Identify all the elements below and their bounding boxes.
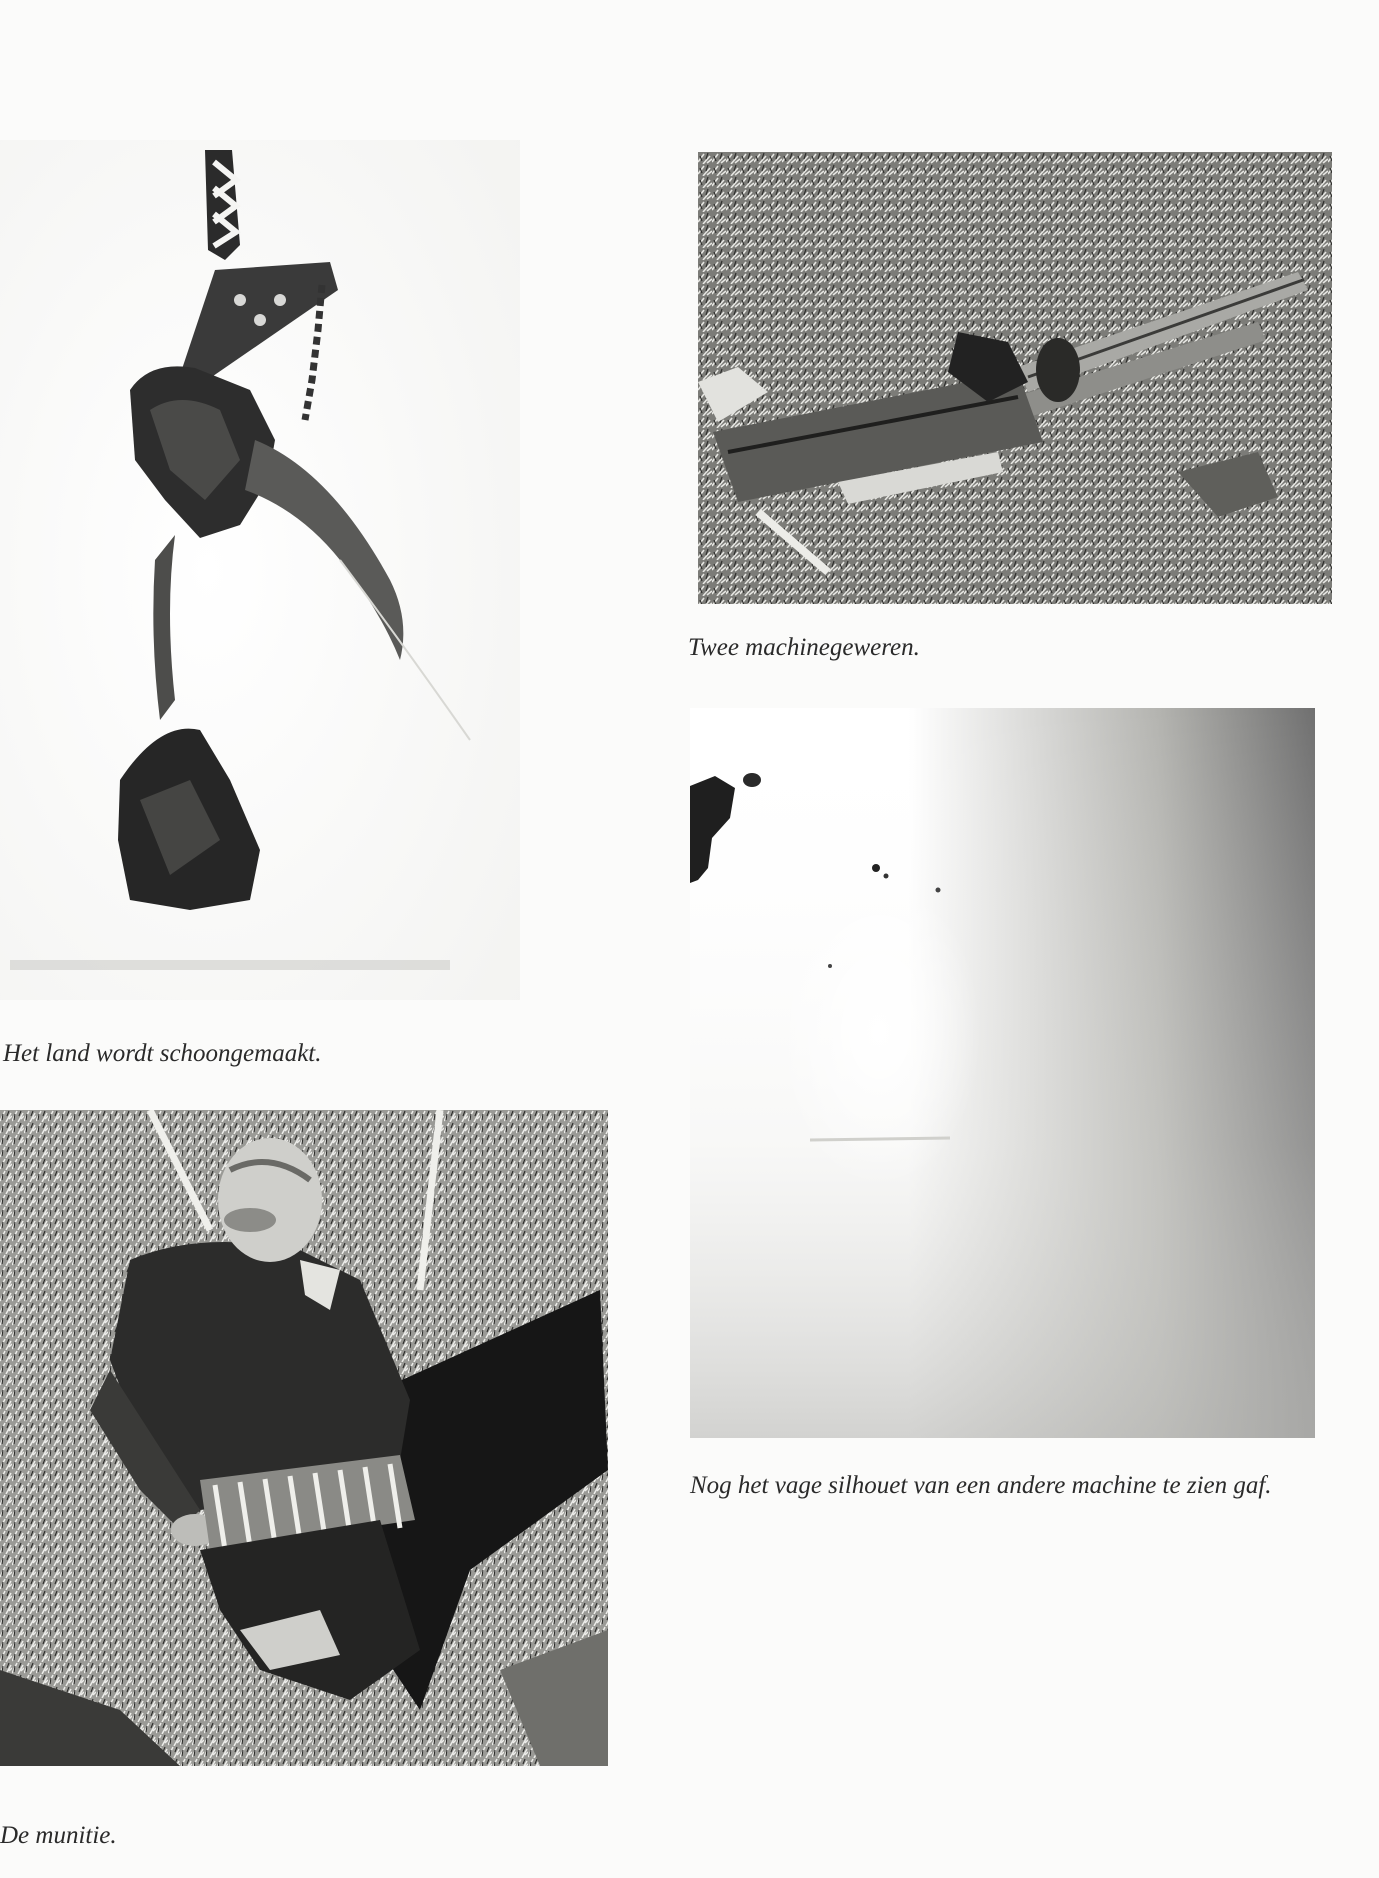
photo-crane-lifting-wreck [0,140,520,1000]
photo-ammunition [0,1110,608,1766]
caption-ammunition-photo: De munitie. [0,1822,117,1849]
photo-vague-silhouette [690,708,1315,1438]
caption-silhouette-photo: Nog het vage silhouet van een andere machine te zien gaf. [690,1472,1272,1499]
caption-crane-photo: Het land wordt schoongemaakt. [3,1040,322,1067]
man-head [218,1138,322,1262]
caption-machineguns-photo: Twee machinegeweren. [688,634,920,661]
photo-two-machineguns [698,152,1332,604]
